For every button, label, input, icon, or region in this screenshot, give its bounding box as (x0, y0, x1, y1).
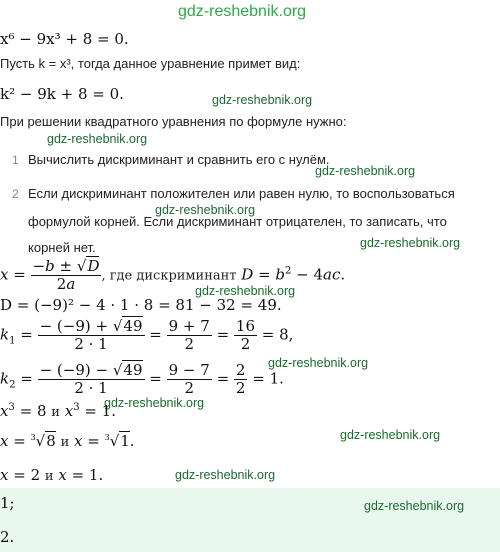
watermark: gdz-reshebnik.org (360, 236, 461, 250)
step-text-line: формулой корней. Если дискриминант отрицателен, то записать, что (28, 214, 447, 229)
step-number: 2 (12, 187, 19, 201)
step-number: 1 (12, 153, 19, 167)
step-text-line: корней нет. (28, 240, 96, 255)
watermark: gdz-reshebnik.org (155, 203, 256, 217)
watermark: gdz-reshebnik.org (364, 499, 465, 513)
watermark: gdz-reshebnik.org (268, 356, 369, 370)
substitution-text: Пусть k = x³, тогда данное уравнение примет вид: (0, 56, 301, 71)
cube-roots: x = $^3$√8 и x = $^3$√1. (0, 432, 135, 450)
watermark: gdz-reshebnik.org (195, 284, 296, 298)
discriminant-calc: D = (−9)² − 4 · 1 · 8 = 81 − 32 = 49. (0, 296, 282, 314)
solutions: x = 2 и x = 1. (0, 466, 104, 484)
step-text: Вычислить дискриминант и сравнить его с нулём. (28, 152, 330, 167)
answer-box (0, 488, 500, 552)
quadratic-equation: k² − 9k + 8 = 0. (0, 85, 124, 103)
quadratic-formula: x = $\frac{-b \pm √D}{2a}$ , где дискриминант $D = b^2 - 4ac$. (0, 257, 346, 293)
answer-line-1: 1; (0, 494, 15, 512)
watermark: gdz-reshebnik.org (340, 428, 441, 442)
watermark-top: gdz-reshebnik.org (178, 3, 307, 20)
watermark: gdz-reshebnik.org (315, 164, 416, 178)
watermark: gdz-reshebnik.org (212, 93, 313, 107)
equation-main: x⁶ − 9x³ + 8 = 0. (0, 30, 129, 48)
root-k2: $k_2$ = $\frac{- (-9) - √49}{2 \cdot 1}$ = $\frac{9 - 7}{2}$ = $\frac{2}{2}$ = 1. (0, 361, 284, 397)
watermark: gdz-reshebnik.org (175, 468, 276, 482)
root-k1: $k_1$ = $\frac{- (-9) + √49}{2 \cdot 1}$ = $\frac{9 + 7}{2}$ = $\frac{16}{2}$ = 8, (0, 317, 294, 353)
answer-line-2: 2. (0, 528, 15, 546)
intro-text: При решении квадратного уравнения по формуле нужно: (0, 114, 347, 129)
formula-text: , где дискриминант (101, 268, 237, 284)
watermark: gdz-reshebnik.org (47, 132, 148, 146)
watermark: gdz-reshebnik.org (104, 396, 205, 410)
cube-equations: $x^3 = 8$ и $x^3 = 1$. (0, 402, 116, 420)
step-text-line: Если дискриминант положителен или равен нулю, то воспользоваться (28, 186, 455, 201)
